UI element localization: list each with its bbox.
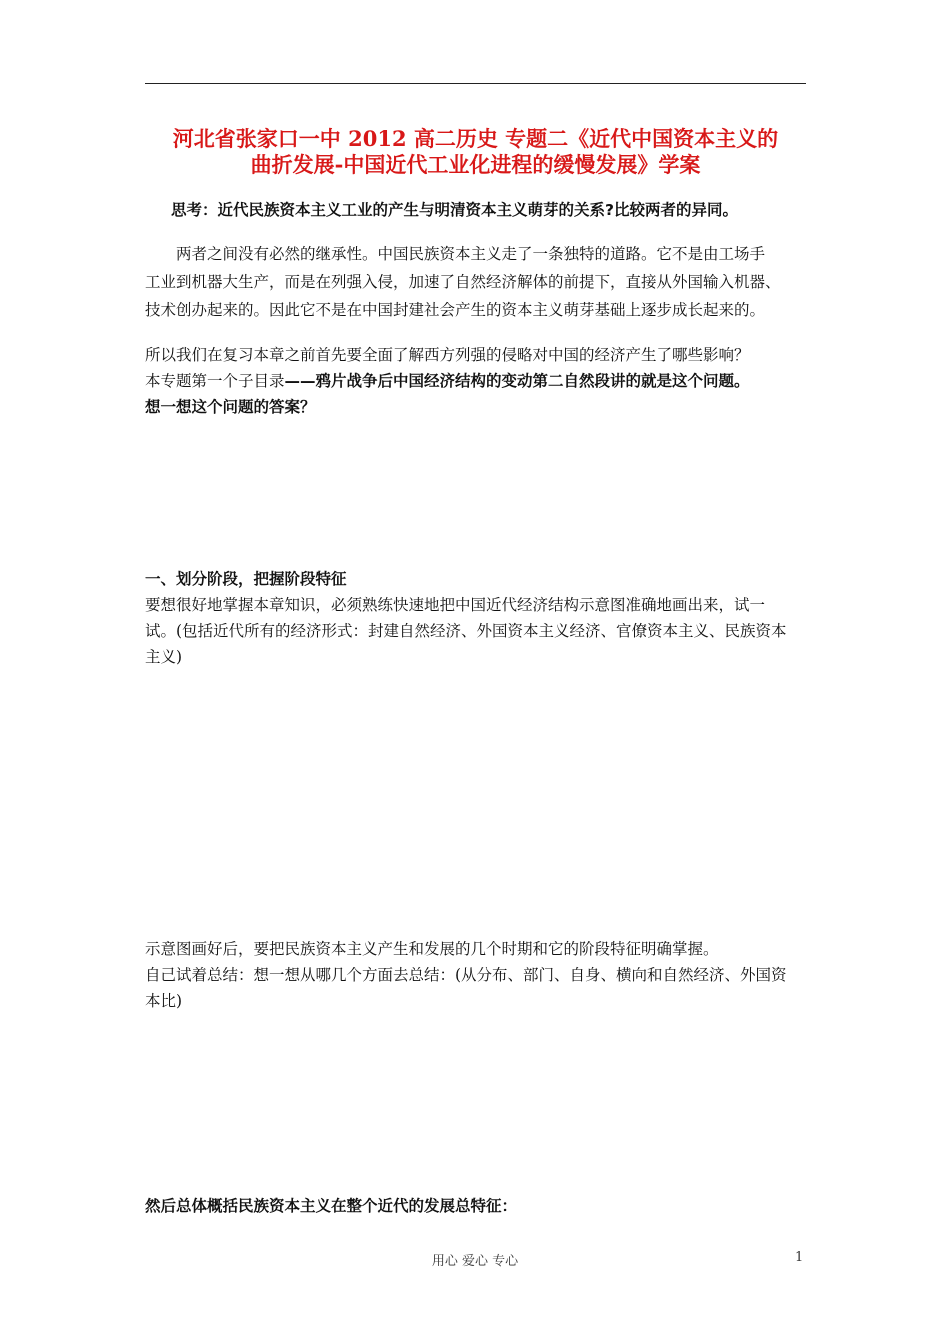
- section-1-line-3: 主义): [145, 648, 183, 666]
- after-diagram-line-1: 示意图画好后，要把民族资本主义产生和发展的几个时期和它的阶段特征明确掌握。: [145, 940, 719, 958]
- footer-motto: 用心 爱心 专心: [431, 1254, 519, 1269]
- section-1-line-1: 要想很好地掌握本章知识，必须熟练快速地把中国近代经济结构示意图准确地画出来，试一: [145, 596, 766, 614]
- review-line-3: 想一想这个问题的答案？: [145, 398, 316, 416]
- question-text: 思考：近代民族资本主义工业的产生与明清资本主义萌芽的关系?比较两者的异同。: [171, 201, 738, 219]
- document-title-line-2: 曲折发展-中国近代工业化进程的缓慢发展》学案: [250, 152, 701, 177]
- summary-heading: 然后总体概括民族资本主义在整个近代的发展总特征：: [145, 1197, 518, 1215]
- review-line-2: [145, 369, 750, 393]
- page-number: 1: [795, 1250, 804, 1265]
- answer-line-3: 技术创办起来的。因此它不是在中国封建社会产生的资本主义萌芽基础上逐步成长起来的。: [145, 301, 766, 319]
- after-diagram-line-3: 本比): [145, 992, 183, 1010]
- answer-line-1: 两者之间没有必然的继承性。中国民族资本主义走了一条独特的道路。它不是由工场手: [176, 245, 766, 263]
- review-line-2-plain: 本专题第一个子目录: [145, 372, 285, 390]
- after-diagram-line-2: 自己试着总结：想一想从哪几个方面去总结：(从分布、部门、自身、横向和自然经济、外国资: [145, 966, 787, 984]
- section-1-heading: 一、划分阶段，把握阶段特征: [145, 570, 347, 588]
- review-line-1: 所以我们在复习本章之前首先要全面了解西方列强的侵略对中国的经济产生了哪些影响？: [145, 346, 750, 364]
- answer-line-2: 工业到机器大生产，而是在列强入侵，加速了自然经济解体的前提下，直接从外国输入机器、: [145, 273, 781, 291]
- header-rule: [145, 83, 806, 84]
- section-1-line-2: 试。(包括近代所有的经济形式：封建自然经济、外国资本主义经济、官僚资本主义、民族资本: [145, 622, 787, 640]
- document-title-line-1: 河北省张家口一中 2012 高二历史 专题二《近代中国资本主义的: [172, 126, 779, 151]
- review-line-2-bold: ——鸦片战争后中国经济结构的变动第二自然段讲的就是这个问题。: [284, 372, 750, 390]
